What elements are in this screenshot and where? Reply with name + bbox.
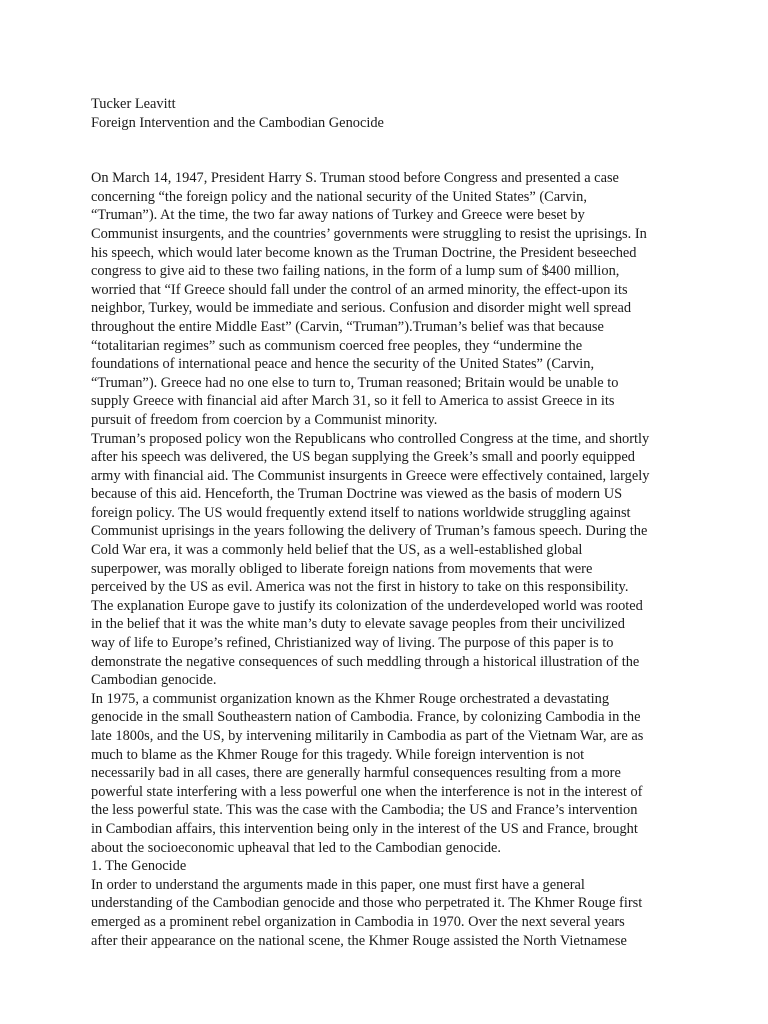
document-title: Foreign Intervention and the Cambodian Genocide xyxy=(91,114,384,131)
body-text-line: emerged as a prominent rebel organization in Cambodia in 1970. Over the next several years xyxy=(91,913,625,930)
body-text-line: powerful state interfering with a less powerful one when the interference is not in the interest of xyxy=(91,783,643,800)
body-text-line: supply Greece with financial aid after March 31, so it fell to America to assist Greece in its xyxy=(91,393,615,410)
body-text-line: Cold War era, it was a commonly held belief that the US, as a well-established global xyxy=(91,542,583,559)
body-text-line: worried that “If Greece should fall under the control of an armed minority, the effect-upon its xyxy=(91,281,628,298)
body-text-line: Communist uprisings in the years following the delivery of Truman’s famous speech. During the xyxy=(91,523,648,540)
body-text-line: necessarily bad in all cases, there are generally harmful consequences resulting from a more xyxy=(91,765,621,782)
body-text-line: army with financial aid. The Communist insurgents in Greece were effectively contained, largely xyxy=(91,467,650,484)
body-text-line: congress to give aid to these two failing nations, in the form of a lump sum of $400 million, xyxy=(91,263,620,280)
body-text-line: foundations of international peace and hence the security of the United States” (Carvin, xyxy=(91,356,595,373)
body-text-line: demonstrate the negative consequences of such meddling through a historical illustration of the xyxy=(91,653,640,670)
body-text-line: superpower, was morally obliged to liberate foreign nations from movements that were xyxy=(91,560,593,577)
body-text-line: much to blame as the Khmer Rouge for this tragedy. While foreign intervention is not xyxy=(91,746,585,763)
body-text-line: in Cambodian affairs, this intervention being only in the interest of the US and France, brought xyxy=(91,820,638,837)
body-text-line: because of this aid. Henceforth, the Truman Doctrine was viewed as the basis of modern US xyxy=(91,486,623,503)
body-text-line: way of life to Europe’s refined, Christianized way of living. The purpose of this paper is to xyxy=(91,635,614,652)
body-text-line: Communist insurgents, and the countries’ governments were struggling to resist the uprisings. In xyxy=(91,225,647,242)
body-text-line: Truman’s proposed policy won the Republicans who controlled Congress at the time, and shortly xyxy=(91,430,650,447)
body-text-line: understanding of the Cambodian genocide and those who perpetrated it. The Khmer Rouge first xyxy=(91,895,643,912)
body-text-line: after their appearance on the national scene, the Khmer Rouge assisted the North Vietnamese xyxy=(91,932,627,949)
body-text-line: his speech, which would later become known as the Truman Doctrine, the President beseeched xyxy=(91,244,637,261)
body-text-line: perceived by the US as evil. America was not the first in history to take on this responsibility. xyxy=(91,579,629,596)
body-text-line: about the socioeconomic upheaval that led to the Cambodian genocide. xyxy=(91,839,502,856)
body-text-line: the less powerful state. This was the case with the Cambodia; the US and France’s intervention xyxy=(91,802,638,819)
document-body xyxy=(91,169,696,950)
body-text-line: “totalitarian regimes” such as communism coerced free peoples, they “undermine the xyxy=(91,337,583,354)
body-text-line: pursuit of freedom from coercion by a Communist minority. xyxy=(91,411,438,428)
body-text-line: 1. The Genocide xyxy=(91,858,187,875)
body-text-line: after his speech was delivered, the US began supplying the Greek’s small and poorly equipped xyxy=(91,449,635,466)
body-text-line: in the belief that it was the white man’s duty to elevate savage peoples from their uncivilized xyxy=(91,616,625,633)
body-text-line: On March 14, 1947, President Harry S. Truman stood before Congress and presented a case xyxy=(91,170,619,187)
body-text-line: “Truman”). At the time, the two far away nations of Turkey and Greece were beset by xyxy=(91,207,585,224)
body-text-line: The explanation Europe gave to justify its colonization of the underdeveloped world was rooted xyxy=(91,597,643,614)
body-text-line: foreign policy. The US would frequently extend itself to nations worldwide struggling against xyxy=(91,504,631,521)
body-text-line: In 1975, a communist organization known as the Khmer Rouge orchestrated a devastating xyxy=(91,690,610,707)
body-text-line: neighbor, Turkey, would be immediate and serious. Confusion and disorder might well spread xyxy=(91,300,632,317)
body-text-line: In order to understand the arguments made in this paper, one must first have a general xyxy=(91,876,585,893)
body-text-line: throughout the entire Middle East” (Carvin, “Truman”).Truman’s belief was that because xyxy=(91,318,604,335)
body-text-line: late 1800s, and the US, by intervening militarily in Cambodia as part of the Vietnam War, are as xyxy=(91,728,644,744)
body-text-line: genocide in the small Southeastern nation of Cambodia. France, by colonizing Cambodia in the xyxy=(91,709,641,726)
author-name: Tucker Leavitt xyxy=(91,96,176,112)
body-text-line: Cambodian genocide. xyxy=(91,672,217,689)
body-text-line: “Truman”). Greece had no one else to turn to, Truman reasoned; Britain would be unable to xyxy=(91,374,619,391)
body-text-line: concerning “the foreign policy and the national security of the United States” (Carvin, xyxy=(91,188,587,205)
document-header xyxy=(91,95,696,132)
